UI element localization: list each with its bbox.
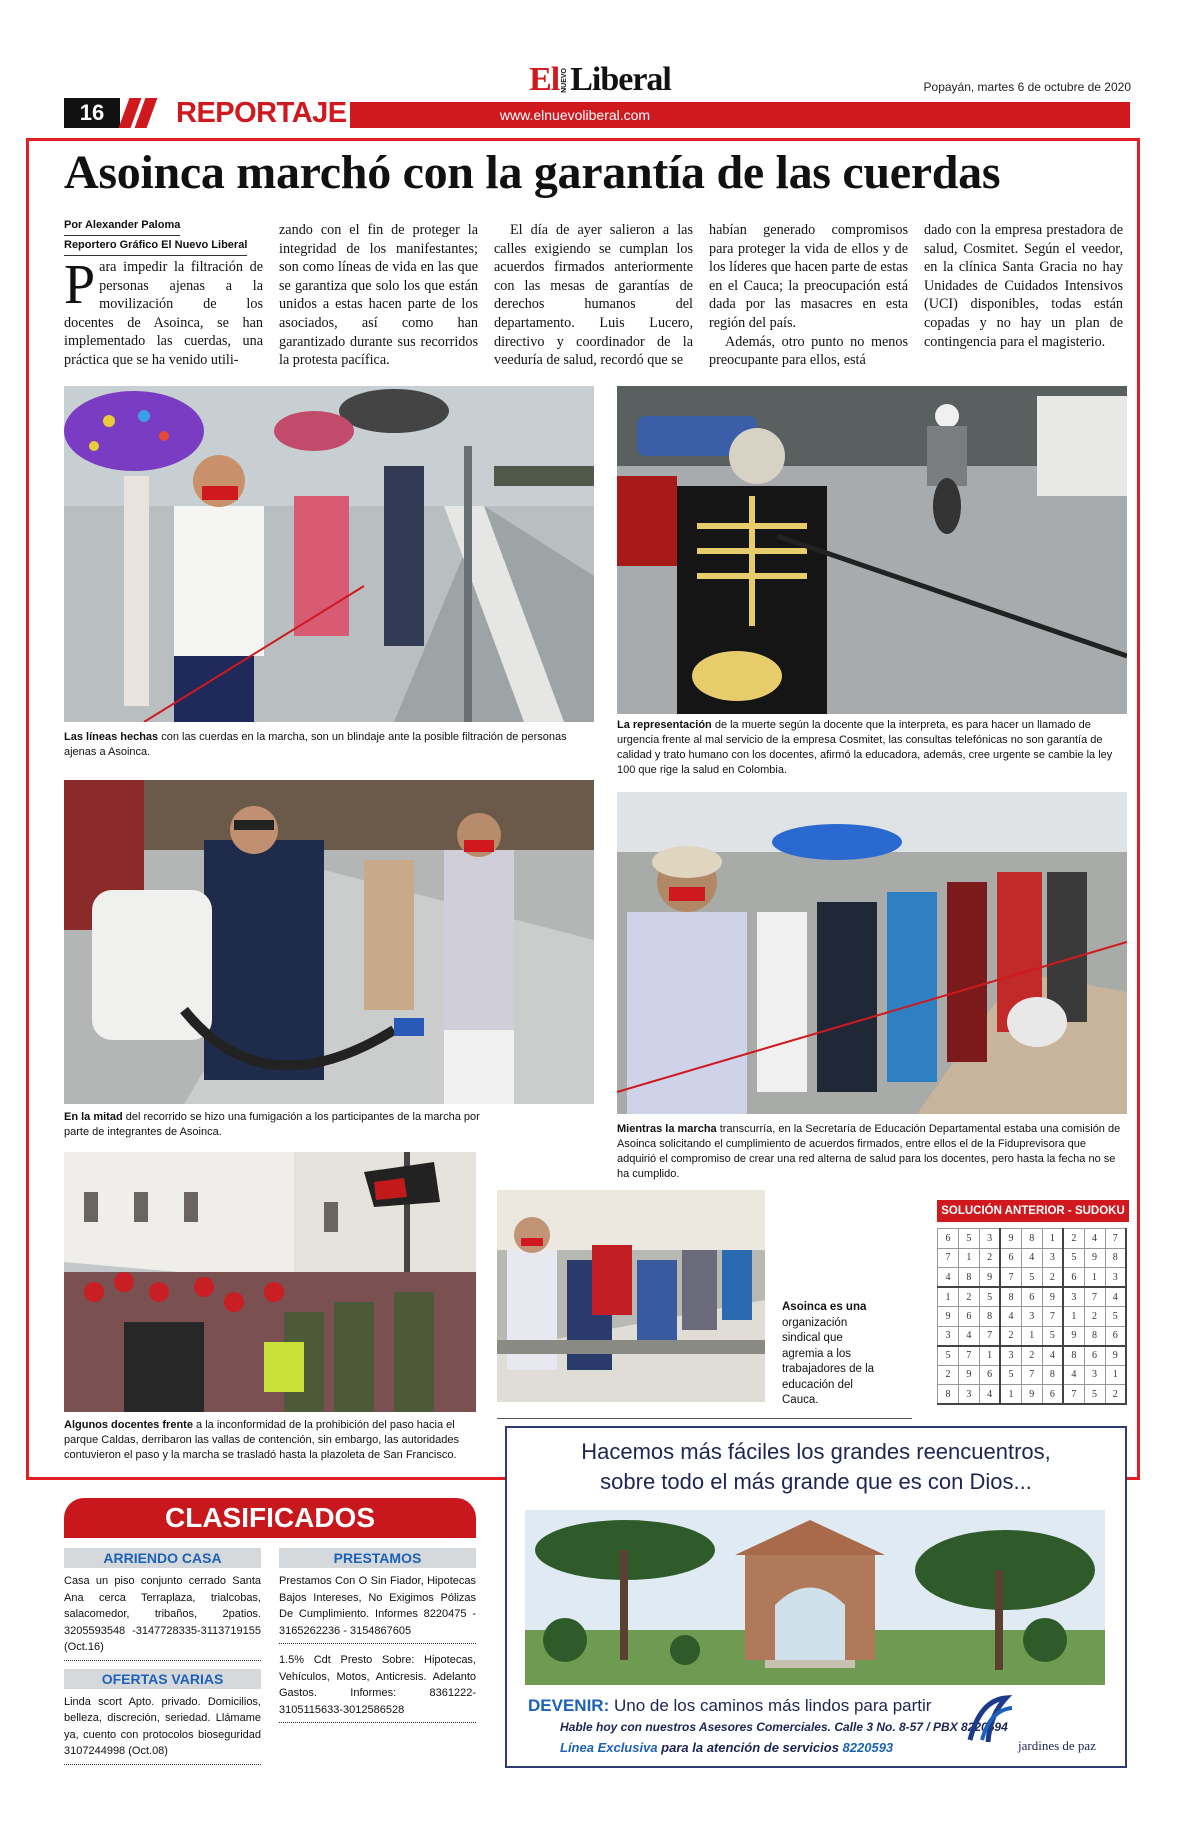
sudoku-cell: 2 <box>958 1287 979 1307</box>
photo-seated-teachers <box>497 1190 765 1402</box>
sudoku-cell: 1 <box>1084 1268 1105 1288</box>
sudoku-cell: 3 <box>1042 1248 1063 1268</box>
sudoku-cell: 3 <box>958 1385 979 1405</box>
article-column-1 <box>64 254 263 370</box>
sudoku-cell: 2 <box>1000 1326 1021 1346</box>
ad-devenir: DEVENIR: Uno de los caminos más lindos para partir <box>528 1696 932 1715</box>
sudoku-cell: 2 <box>1063 1229 1084 1249</box>
sudoku-cell: 8 <box>1000 1287 1021 1307</box>
sudoku-cell: 3 <box>1105 1268 1126 1288</box>
sudoku-cell: 3 <box>1000 1346 1021 1366</box>
sudoku-cell: 3 <box>1084 1365 1105 1385</box>
article-text: ara impedir la filtración de personas ajenas a la movilización de los docentes de Asoinca, se han implementado las cuerdas, una práctica que se ha venido utili- <box>64 259 263 368</box>
ad-exclusive-line: Línea Exclusiva para la atención de servicios 8220593 <box>560 1740 894 1755</box>
sudoku-cell: 6 <box>1084 1346 1105 1366</box>
sudoku-cell: 4 <box>958 1326 979 1346</box>
caption-rope-march: Las líneas hechas con las cuerdas en la marcha, son un blindaje ante la posible filtración de personas ajenas a Asoinca. <box>64 731 567 758</box>
sudoku-cell: 5 <box>1042 1326 1063 1346</box>
article-text: Además, otro punto no menos preocupante para ellos, está <box>709 333 908 369</box>
article-column-5: dado con la empresa prestadora de salud, Cosmitet. Según el veedor, en la clínica Santa Gracia no hay Unidades de Cuidados Intensivos (UCI) disponibles, todas están copadas y no hay un plan de contingencia para el magisterio. <box>924 222 1123 350</box>
article-headline: Asoinca marchó con la garantía de las cuerdas <box>64 146 1001 199</box>
sudoku-cell: 7 <box>958 1346 979 1366</box>
sudoku-row <box>938 1346 1127 1366</box>
website-url[interactable]: www.elnuevoliberal.com <box>499 107 651 123</box>
sudoku-cell: 2 <box>979 1248 1000 1268</box>
sudoku-cell: 6 <box>1105 1326 1126 1346</box>
photo-skeleton-costume <box>617 386 1127 714</box>
sudoku-cell: 8 <box>979 1307 1000 1327</box>
sudoku-cell: 8 <box>938 1385 959 1405</box>
sudoku-cell: 1 <box>1000 1385 1021 1405</box>
article-column-2: zando con el fin de proteger la integridad de los manifestantes; son como líneas de vida en las que se garantiza que solo los que están unidos a estas hacen parte de los asociados, así como han garantizado durante sus recorridos la protesta pacífica. <box>279 222 478 369</box>
caption-seated-teachers: Asoinca es una organización sindical que agremia a los trabajadores de la educación del Cauca. <box>782 1301 875 1406</box>
ad-brand: jardines de paz <box>1018 1738 1096 1753</box>
sudoku-cell: 2 <box>1042 1268 1063 1288</box>
masthead-logo <box>510 62 690 98</box>
classifieds-column-2 <box>279 1548 476 1723</box>
sudoku-cell: 9 <box>1042 1287 1063 1307</box>
byline-author: Por Alexander Paloma <box>64 216 180 236</box>
ad-prestamos-2: 1.5% Cdt Presto Sobre: Hipotecas, Vehículos, Motos, Anticresis. Adelanto Gastos. Informes: 8361222-3105115633-3012586528 <box>279 1652 476 1723</box>
sudoku-cell: 6 <box>958 1307 979 1327</box>
sudoku-cell: 2 <box>1021 1346 1042 1366</box>
ad-ofertas: Linda scort Apto. privado. Domicilios, belleza, discreción, seriedad. Llámame ya, cuento con protocolos bioseguridad 3107244998 (Oct.08) <box>64 1694 261 1765</box>
issue-date: Popayán, martes 6 de octubre de 2020 <box>923 80 1131 94</box>
article-column-4 <box>709 221 908 370</box>
ad-headline-line: Hacemos más fáciles los grandes reencuentros, <box>581 1439 1051 1464</box>
sudoku-cell: 6 <box>1021 1287 1042 1307</box>
sudoku-cell: 9 <box>1105 1346 1126 1366</box>
sudoku-cell: 7 <box>979 1326 1000 1346</box>
caption-skeleton-costume: La representación de la muerte según la docente que la interpreta, es para hacer un llamado de urgencia frente al mal servicio de la empresa Cosmitet, las consultas telefónicas no son garantía de calidad y trato humano con los docentes, afirmó la educadora, además, cree urgente se cambie la ley 100 que rige la salud en Colombia. <box>617 719 1113 776</box>
sudoku-cell: 7 <box>1063 1385 1084 1405</box>
sudoku-cell: 9 <box>1084 1248 1105 1268</box>
sudoku-cell: 1 <box>1021 1326 1042 1346</box>
ad-contact: Hable hoy con nuestros Asesores Comerciales. Calle 3 No. 8-57 / PBX 8220594 <box>560 1720 1008 1734</box>
sudoku-cell: 5 <box>1000 1365 1021 1385</box>
masthead-el: El <box>529 61 560 98</box>
sudoku-cell: 4 <box>1000 1307 1021 1327</box>
category-arriendo: ARRIENDO CASA <box>64 1548 261 1568</box>
sudoku-cell: 6 <box>1000 1248 1021 1268</box>
sudoku-cell: 5 <box>1021 1268 1042 1288</box>
article-column-3: El día de ayer salieron a las calles exigiendo se cumplan los acuerdos firmados anteriormente con las mesas de garantías de derechos humanos del departamento. Luis Lucero, directivo y coordinador de la veeduría de salud, recordó que se <box>494 222 693 369</box>
sudoku-row <box>938 1268 1127 1288</box>
byline-role: Reportero Gráfico El Nuevo Liberal <box>64 236 247 256</box>
caption-fumigation: En la mitad del recorrido se hizo una fumigación a los participantes de la marcha por parte de integrantes de Asoinca. <box>64 1111 480 1138</box>
sudoku-cell: 9 <box>958 1365 979 1385</box>
sudoku-cell: 8 <box>1021 1229 1042 1249</box>
classifieds-title: CLASIFICADOS <box>64 1498 476 1538</box>
sudoku-cell: 7 <box>1084 1287 1105 1307</box>
sudoku-cell: 5 <box>1105 1307 1126 1327</box>
photo-police-crowd <box>64 1152 476 1412</box>
masthead-nuevo: NUEVO <box>561 67 569 93</box>
sudoku-cell: 9 <box>1063 1326 1084 1346</box>
sudoku-cell: 4 <box>1105 1287 1126 1307</box>
photo-marchers-sidewalk <box>617 792 1127 1114</box>
sudoku-cell: 1 <box>1042 1229 1063 1249</box>
sudoku-row <box>938 1385 1127 1405</box>
masthead-liberal: Liberal <box>570 61 671 98</box>
caption-marchers-sidewalk: Mientras la marcha transcurría, en la Secretaría de Educación Departamental estaba una comisión de Asoinca solicitando el cumplimiento de acuerdos firmados, entre ellos el de la Fiduprevisora que adquirió el compromiso de crear una red alterna de salud para los docentes, pero hasta la fecha no se ha cumplido. <box>617 1123 1121 1180</box>
sudoku-cell: 6 <box>1042 1385 1063 1405</box>
sudoku-cell: 8 <box>1063 1346 1084 1366</box>
caption-police-crowd: Algunos docentes frente a la inconformidad de la prohibición del paso hacia el parque Caldas, derribaron las vallas de contención, sin embargo, las autoridades contuvieron el paso y la marcha se trasladó hasta la plazoleta de San Francisco. <box>64 1419 460 1461</box>
sudoku-cell: 1 <box>938 1287 959 1307</box>
jardines-logo-icon <box>960 1690 1016 1746</box>
byline <box>64 216 254 256</box>
classifieds-column-1 <box>64 1548 261 1765</box>
photo-fumigation <box>64 780 594 1104</box>
sudoku-cell: 3 <box>1021 1307 1042 1327</box>
article-text: habían generado compromisos para proteger la vida de ellos y de los líderes que hacen parte de estas en el Cauca; la preocupación está dada por las masacres en esta región del país. <box>709 222 908 331</box>
sudoku-cell: 8 <box>1105 1248 1126 1268</box>
category-ofertas: OFERTAS VARIAS <box>64 1669 261 1689</box>
sudoku-cell: 8 <box>958 1268 979 1288</box>
sudoku-cell: 5 <box>938 1346 959 1366</box>
sudoku-cell: 5 <box>979 1287 1000 1307</box>
sudoku-cell: 4 <box>1021 1248 1042 1268</box>
sudoku-cell: 4 <box>1084 1229 1105 1249</box>
sudoku-row <box>938 1229 1127 1249</box>
sudoku-cell: 5 <box>1063 1248 1084 1268</box>
ad-headline <box>505 1437 1127 1497</box>
sudoku-grid <box>937 1228 1127 1405</box>
sudoku-cell: 3 <box>1063 1287 1084 1307</box>
sudoku-row <box>938 1287 1127 1307</box>
sudoku-cell: 1 <box>958 1248 979 1268</box>
sudoku-cell: 1 <box>979 1346 1000 1366</box>
sudoku-cell: 6 <box>1063 1268 1084 1288</box>
ad-prestamos-1: Prestamos Con O Sin Fiador, Hipotecas Bajos Intereses, No Exigimos Pólizas De Cumplimiento. Informes 8220475 - 3165262236 - 3154867605 <box>279 1573 476 1644</box>
dropcap: P <box>64 254 96 316</box>
sudoku-cell: 7 <box>1021 1365 1042 1385</box>
ad-headline-line: sobre todo el más grande que es con Dios... <box>600 1469 1032 1494</box>
sudoku-cell: 6 <box>979 1365 1000 1385</box>
sudoku-cell: 1 <box>1063 1307 1084 1327</box>
page-number: 16 <box>64 98 120 128</box>
sudoku-title: SOLUCIÓN ANTERIOR - SUDOKU <box>937 1200 1129 1222</box>
sudoku-cell: 2 <box>1105 1385 1126 1405</box>
sudoku-cell: 5 <box>1084 1385 1105 1405</box>
sudoku-cell: 4 <box>938 1268 959 1288</box>
sudoku-cell: 2 <box>938 1365 959 1385</box>
sudoku-cell: 3 <box>979 1229 1000 1249</box>
sudoku-cell: 5 <box>958 1229 979 1249</box>
sudoku-cell: 7 <box>938 1248 959 1268</box>
sudoku-cell: 9 <box>1000 1229 1021 1249</box>
sudoku-cell: 8 <box>1084 1326 1105 1346</box>
sudoku-cell: 3 <box>938 1326 959 1346</box>
photo-rope-march <box>64 386 594 722</box>
sudoku-cell: 9 <box>1021 1385 1042 1405</box>
category-prestamos: PRESTAMOS <box>279 1548 476 1568</box>
divider <box>497 1418 912 1419</box>
sudoku-cell: 9 <box>979 1268 1000 1288</box>
sudoku-cell: 8 <box>1042 1365 1063 1385</box>
ad-arriendo: Casa un piso conjunto cerrado Santa Ana cerca Terraplaza, trialcobas, salacomedor, tribaños, 2patios. 3205593548 -3147728335-3113719155 (Oct.16) <box>64 1573 261 1661</box>
sudoku-cell: 1 <box>1105 1365 1126 1385</box>
sudoku-row <box>938 1365 1127 1385</box>
sudoku-cell: 4 <box>979 1385 1000 1405</box>
sudoku-row <box>938 1248 1127 1268</box>
sudoku-cell: 4 <box>1063 1365 1084 1385</box>
sudoku-cell: 7 <box>1105 1229 1126 1249</box>
ad-cemetery-image <box>525 1510 1105 1685</box>
sudoku-row <box>938 1307 1127 1327</box>
sudoku-cell: 2 <box>1084 1307 1105 1327</box>
sudoku-cell: 4 <box>1042 1346 1063 1366</box>
sudoku-cell: 7 <box>1000 1268 1021 1288</box>
section-title: REPORTAJE <box>158 96 348 130</box>
sudoku-row <box>938 1326 1127 1346</box>
sudoku-cell: 6 <box>938 1229 959 1249</box>
sudoku-cell: 7 <box>1042 1307 1063 1327</box>
sudoku-cell: 9 <box>938 1307 959 1327</box>
